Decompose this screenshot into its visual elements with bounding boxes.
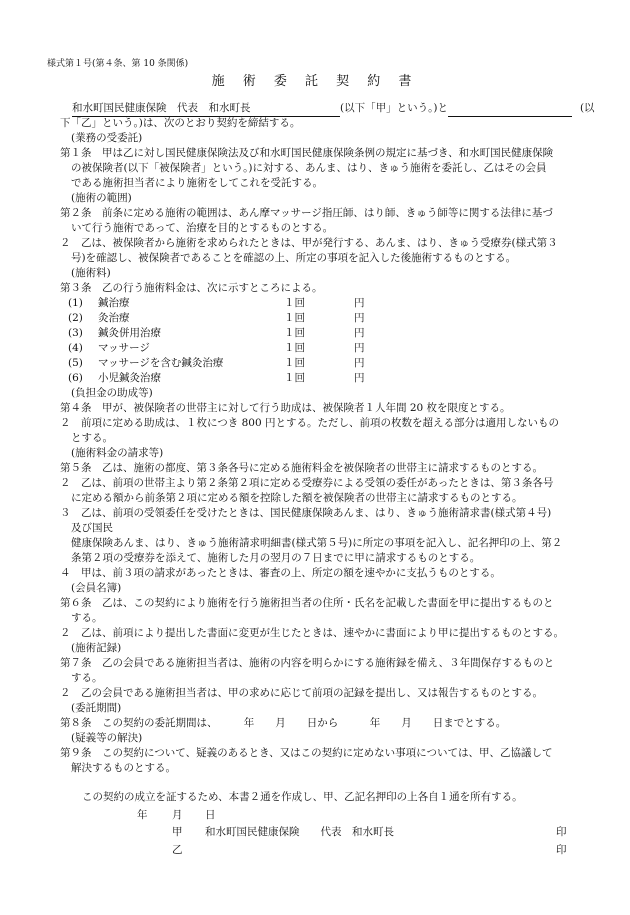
article-line: 第７条 乙の会員である施術担当者は、施術の内容を明らかにする施術録を備え、３年間保存するものと	[60, 657, 555, 669]
fee-item-quantity: １回	[284, 327, 305, 339]
article-heading: (委託期間)	[71, 702, 122, 714]
intro-tail: (以	[579, 102, 595, 114]
fee-item-quantity: １回	[284, 312, 305, 324]
article-line: 号)を確認し、被保険者であることを確認の上、所定の事項を記入した後施術するものとする。	[71, 252, 517, 264]
article-line: する。	[71, 612, 103, 624]
fee-intro: 第３条 乙の行う施術料金は、次に示すところによる。	[60, 282, 323, 294]
fee-item-name: 鍼治療	[98, 297, 130, 309]
fee-table	[60, 296, 590, 386]
articles-group-2	[60, 386, 590, 776]
fee-item-name: 灸治療	[98, 312, 130, 324]
article-heading: (会員名簿)	[71, 582, 122, 594]
article-line: とする。	[71, 432, 113, 444]
document-title: 施 術 委 託 契 約 書	[211, 74, 419, 89]
party-b-label: 乙	[172, 844, 183, 856]
fee-row	[60, 296, 590, 311]
fee-item-unit: 円	[354, 297, 365, 309]
article-heading: (疑義等の解決)	[71, 732, 143, 744]
party-a-label: 甲	[172, 826, 183, 838]
article-heading: (施術記録)	[71, 642, 122, 654]
intro-line-2: 下「乙」という。)は、次のとおり契約を締結する。	[60, 117, 301, 129]
intro-line-1	[60, 101, 595, 116]
article-line: 健康保険あんま、はり、きゅう施術請求明細書(様式第５号)に所定の事項を記入し、記名押印の上、第２	[71, 537, 563, 549]
signature-year: 年	[137, 809, 148, 821]
article-line: する。	[71, 672, 103, 684]
article-line: 第１条 甲は乙に対し国民健康保険法及び和水町国民健康保険条例の規定に基づき、和水町国民健康保険	[60, 147, 554, 159]
fee-item-quantity: １回	[284, 357, 305, 369]
fee-item-number: (6)	[68, 372, 83, 384]
article-line: 第５条 乙は、施術の都度、第３条各号に定める施術料金を被保険者の世帯主に請求するものとする。	[60, 462, 543, 474]
fee-row	[60, 341, 590, 356]
fee-item-name: マッサージ	[98, 342, 150, 354]
article-line: である施術担当者により施術をしてこれを受託する。	[71, 177, 323, 189]
article-line: 第６条 乙は、この契約により施術を行う施術担当者の住所・氏名を記載した書面を甲に提出するものと	[60, 597, 554, 609]
article-line: ２ 乙は、前項の世帯主より第２条第２項に定める受療券による受領の委任があったときは、第３条各号	[60, 477, 554, 489]
article-line: ２ 乙の会員である施術担当者は、甲の求めに応じて前項の記録を提出し、又は報告するものとする。	[60, 687, 543, 699]
article-line: ３ 乙は、前項の受領委任を受けたときは、国民健康保険あんま、はり、きゅう施術請求書(様式第４号)	[60, 507, 552, 519]
form-number: 様式第１号(第４条、第 10 条関係)	[47, 59, 189, 69]
article-line: 解決するものとする。	[71, 762, 176, 774]
fee-item-name: マッサージを含む鍼灸治療	[98, 357, 224, 369]
contract-body	[60, 101, 595, 805]
fee-item-unit: 円	[354, 372, 365, 384]
party-b-seal: 印	[556, 844, 567, 856]
article-heading: (施術の範囲)	[71, 192, 132, 204]
article-heading: (業務の受委託)	[71, 132, 143, 144]
signature-day: 日	[205, 809, 216, 821]
fee-item-unit: 円	[354, 312, 365, 324]
fee-item-quantity: １回	[284, 342, 305, 354]
article-line: に定める額から前条第２項に定める額を控除した額を被保険者の世帯主に請求するものとする。	[71, 492, 523, 504]
fee-item-name: 鍼灸併用治療	[98, 327, 161, 339]
article-line: ２ 乙は、被保険者から施術を求められたときは、甲が発行する、あんま、はり、きゅう受療券(様式第３	[60, 237, 558, 249]
article-line: 第８条 この契約の委託期間は、 年 月 日から 年 月 日までとする。	[60, 717, 507, 729]
fee-row	[60, 326, 590, 341]
party-a-name: 和水町国民健康保険 代表 和水町長	[205, 826, 394, 838]
fee-row	[60, 371, 590, 386]
article-line: いて行う施術であって、治療を目的とするものとする。	[71, 222, 334, 234]
article-heading: (負担金の助成等)	[71, 387, 153, 399]
closing-statement: この契約の成立を証するため、本書２通を作成し、甲、乙記名押印の上各自１通を所有する。	[82, 791, 523, 803]
article-line: ４ 甲は、前３項の請求があったときは、審査の上、所定の額を速やかに支払うものとする。	[60, 567, 501, 579]
fee-item-quantity: １回	[284, 297, 305, 309]
party-a-seal: 印	[556, 826, 567, 838]
article-line: 第２条 前条に定める施術の範囲は、あん摩マッサージ指圧師、はり師、きゅう師等に関する法律に基づ	[60, 207, 553, 219]
articles-group-1	[60, 131, 590, 266]
article-line: 第４条 甲が、被保険者の世帯主に対して行う助成は、被保険者１人年間 20 枚を限度とする。	[60, 402, 511, 414]
article-line: 第９条 この契約について、疑義のあるとき、又はこの契約に定めない事項については、甲、乙協議して	[60, 747, 553, 759]
fee-item-unit: 円	[354, 342, 365, 354]
intro-after-a: (以下「甲」という。)と	[340, 102, 448, 114]
article-line: 条第２項の受療券を添えて、施術した月の翌月の７日までに甲に請求するものとする。	[71, 552, 481, 564]
party-a-field: 和水町国民健康保険 代表 和水町長	[72, 101, 340, 117]
fee-item-number: (1)	[68, 297, 83, 309]
fee-item-quantity: １回	[284, 372, 305, 384]
fee-item-number: (3)	[68, 327, 83, 339]
fee-heading: (施術料)	[71, 267, 111, 279]
article-line: の被保険者(以下「被保険者」という。)に対する、あんま、はり、きゅう施術を委託し、乙はその会員	[71, 162, 547, 174]
fee-item-unit: 円	[354, 357, 365, 369]
fee-row	[60, 356, 590, 371]
fee-item-number: (2)	[68, 312, 83, 324]
party-b-blank	[448, 101, 572, 117]
fee-item-name: 小児鍼灸治療	[98, 372, 161, 384]
article-line: 及び国民	[71, 522, 113, 534]
signature-month: 月	[172, 809, 183, 821]
fee-row	[60, 311, 590, 326]
article-line: ２ 前項に定める助成は、１枚につき 800 円とする。ただし、前項の枚数を超える部分は適用しないもの	[60, 417, 560, 429]
article-heading: (施術料金の請求等)	[71, 447, 164, 459]
fee-item-number: (4)	[68, 342, 83, 354]
article-line: ２ 乙は、前項により提出した書面に変更が生じたときは、速やかに書面により甲に提出するものとする。	[60, 627, 564, 639]
fee-item-unit: 円	[354, 327, 365, 339]
fee-item-number: (5)	[68, 357, 83, 369]
